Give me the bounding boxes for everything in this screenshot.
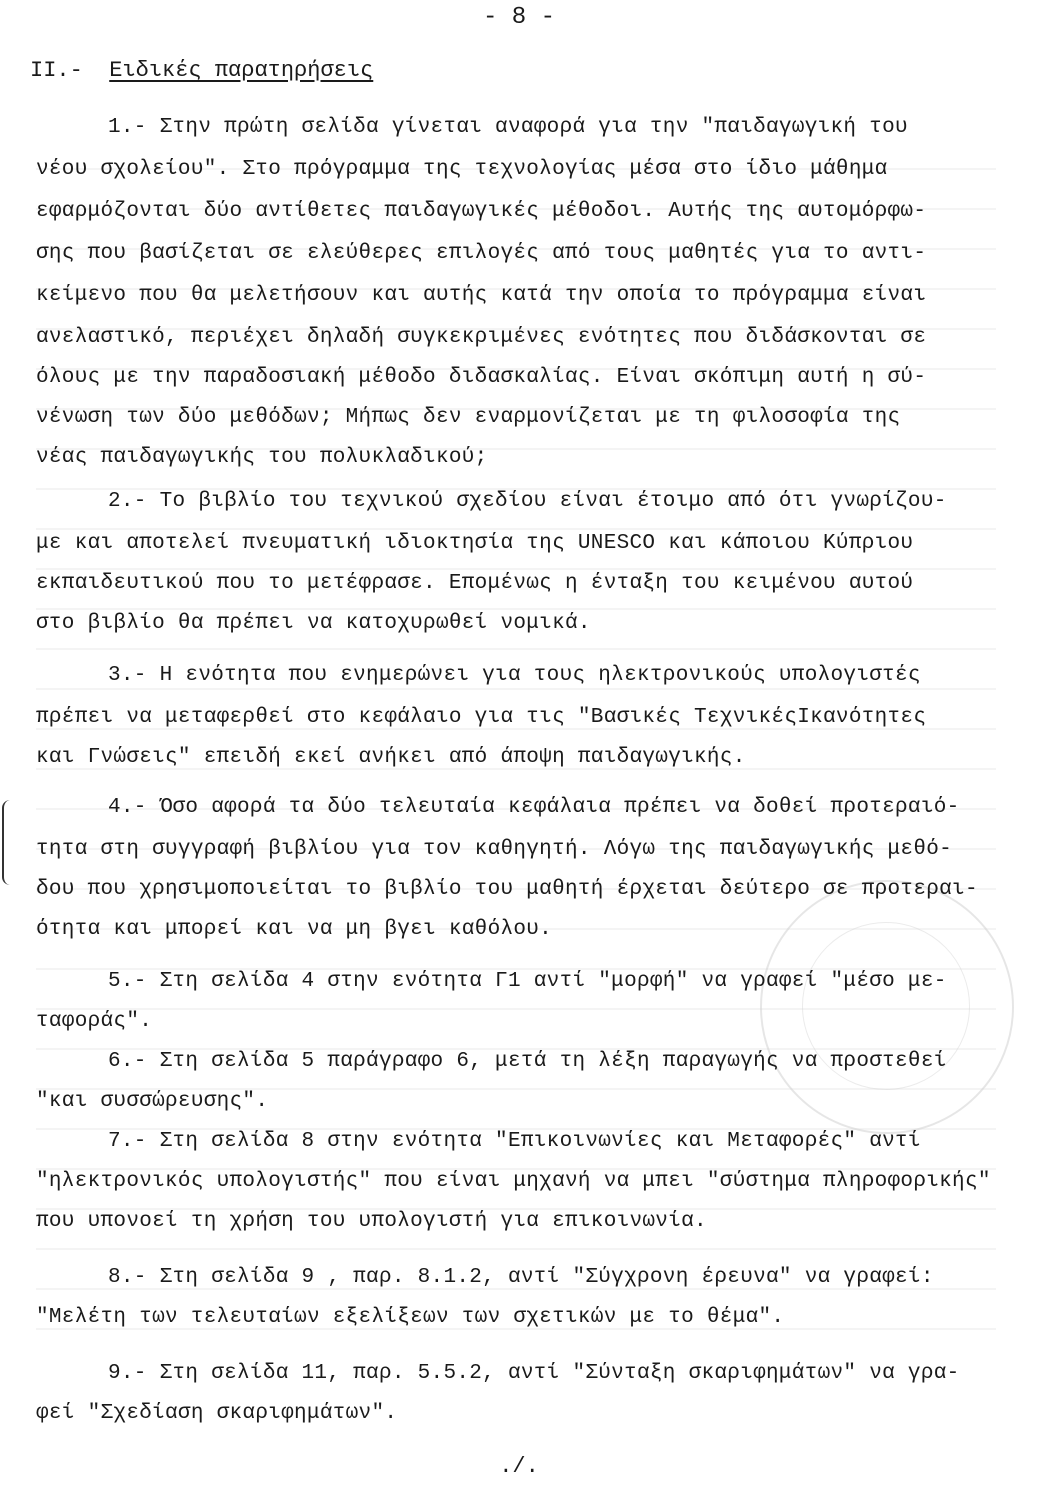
- text-line: νέας παιδαγωγικής του πολυκλαδικού;: [36, 446, 488, 469]
- faint-stamp-seal: [760, 880, 1014, 1134]
- continuation-mark: ./.: [499, 1454, 539, 1479]
- text-line: νέου σχολείου". Στο πρόγραμμα της τεχνολογίας μέσα στο ίδιο μάθημα: [36, 158, 888, 181]
- text-line: ότητα και μπορεί και να μη βγει καθόλου.: [36, 918, 553, 941]
- text-line: που υπονοεί τη χρήση του υπολογιστή για επικοινωνία.: [36, 1210, 707, 1233]
- text-line: "και συσσώρευσης".: [36, 1090, 269, 1113]
- text-line: τητα στη συγγραφή βιβλίου για τον καθηγητή. Λόγω της παιδαγωγικής μεθό-: [36, 838, 953, 861]
- margin-bracket-mark: [2, 800, 14, 885]
- text-line: "ηλεκτρονικός υπολογιστής" που είναι μηχανή να μπει "σύστημα πληροφορικής": [36, 1170, 991, 1193]
- text-line: 5.- Στη σελίδα 4 στην ενότητα Γ1 αντί "μορφή" να γραφεί "μέσο με-: [108, 970, 947, 993]
- text-line: 2.- Το βιβλίο του τεχνικού σχεδίου είναι έτοιμο από ότι γνωρίζου-: [108, 490, 947, 513]
- text-line: και Γνώσεις" επειδή εκεί ανήκει από άποψη παιδαγωγικής.: [36, 746, 746, 769]
- text-line: 4.- Όσο αφορά τα δύο τελευταία κεφάλαια πρέπει να δοθεί προτεραιό-: [108, 796, 960, 819]
- text-line: όλους με την παραδοσιακή μέθοδο διδασκαλίας. Είναι σκόπιμη αυτή η σύ-: [36, 366, 927, 389]
- text-line: ταφοράς".: [36, 1010, 153, 1033]
- text-line: 1.- Στην πρώτη σελίδα γίνεται αναφορά για την "παιδαγωγική του: [108, 116, 908, 139]
- section-heading: [30, 58, 373, 83]
- text-line: 3.- Η ενότητα που ενημερώνει για τους ηλεκτρονικούς υπολογιστές: [108, 664, 921, 687]
- text-line: 9.- Στη σελίδα 11, παρ. 5.5.2, αντί "Σύνταξη σκαριφημάτων" να γρα-: [108, 1362, 960, 1385]
- text-line: νένωση των δύο μεθόδων; Μήπως δεν εναρμονίζεται με τη φιλοσοφία της: [36, 406, 901, 429]
- text-line: κείμενο που θα μελετήσουν και αυτής κατά την οποία το πρόγραμμα είναι: [36, 284, 927, 307]
- text-line: με και αποτελεί πνευματική ιδιοκτησία της UNESCO και κάποιου Κύπριου: [36, 532, 914, 555]
- text-line: ανελαστικό, περιέχει δηλαδή συγκεκριμένες ενότητες που διδάσκονται σε: [36, 326, 927, 349]
- text-line: σης που βασίζεται σε ελεύθερες επιλογές από τους μαθητές για το αντι-: [36, 242, 927, 265]
- page-number: - 8 -: [482, 4, 555, 31]
- section-title: Ειδικές παρατηρήσεις: [109, 58, 374, 83]
- text-line: στο βιβλίο θα πρέπει να κατοχυρωθεί νομικά.: [36, 612, 591, 635]
- text-line: 6.- Στη σελίδα 5 παράγραφο 6, μετά τη λέξη παραγωγής να προστεθεί: [108, 1050, 947, 1073]
- text-line: "Μελέτη των τελευταίων εξελίξεων των σχετικών με το θέμα".: [36, 1306, 785, 1329]
- section-number: ΙΙ.-: [30, 58, 83, 83]
- text-line: φεί "Σχεδίαση σκαριφημάτων".: [36, 1402, 398, 1425]
- text-line: εφαρμόζονται δύο αντίθετες παιδαγωγικές μέθοδοι. Αυτής της αυτομόρφω-: [36, 200, 927, 223]
- text-line: 7.- Στη σελίδα 8 στην ενότητα "Επικοινωνίες και Μεταφορές" αντί: [108, 1130, 921, 1153]
- text-line: 8.- Στη σελίδα 9 , παρ. 8.1.2, αντί "Σύγχρονη έρευνα" να γραφεί:: [108, 1266, 934, 1289]
- text-line: εκπαιδευτικού που το μετέφρασε. Επομένως η ένταξη του κειμένου αυτού: [36, 572, 914, 595]
- text-line: πρέπει να μεταφερθεί στο κεφάλαιο για τις "Βασικές ΤεχνικέςΙκανότητες: [36, 706, 927, 729]
- text-line: δου που χρησιμοποιείται το βιβλίο του μαθητή έρχεται δεύτερο σε προτεραι-: [36, 878, 978, 901]
